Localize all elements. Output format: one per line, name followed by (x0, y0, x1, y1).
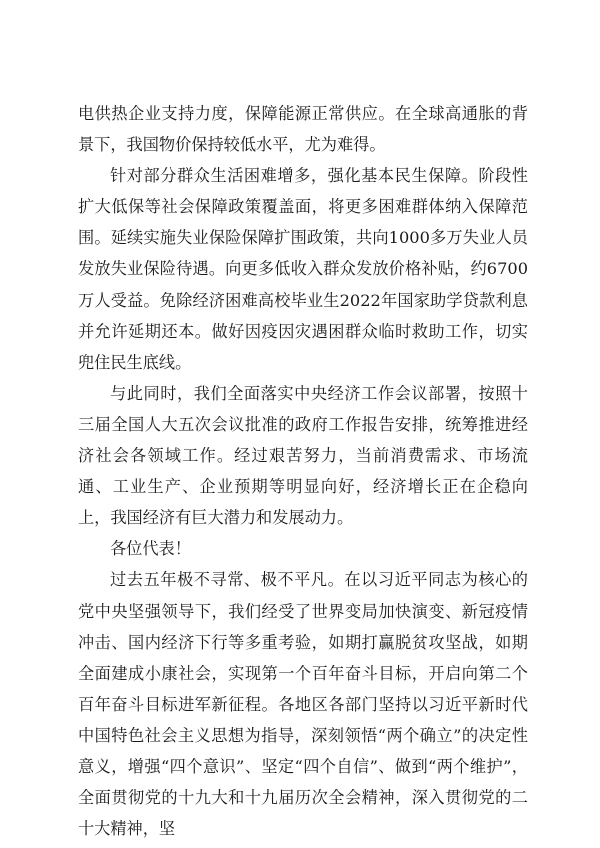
body-text (78, 98, 528, 844)
paragraph-past-five-years: 过去五年极不寻常、极不平凡。在以习近平同志为核心的党中央坚强领导下，我们经受了世界变局加快演变、新冠疫情冲击、国内经济下行等多重考验，如期打赢脱贫攻坚战，如期全面建成小康社会，实现第一个百年奋斗目标，开启向第二个百年奋斗目标进军新征程。各地区各部门坚持以习近平新时代中国特色社会主义思想为指导，深刻领悟“两个确立”的决定性意义，增强“四个意识”、坚定“四个自信”、做到“两个维护”，全面贯彻党的十九大和十九届历次全会精神，深入贯彻党的二十大精神，坚 (78, 570, 528, 839)
paragraph-energy-supply: 电供热企业支持力度，保障能源正常供应。在全球高通胀的背景下，我国物价保持较低水平，尤为难得。 (78, 104, 528, 155)
paragraph-economic-work: 与此同时，我们全面落实中央经济工作会议部署，按照十三届全国人大五次会议批准的政府工作报告安排，统筹推进经济社会各领域工作。经过艰苦努力，当前消费需求、市场流通、工业生产、企业预期等明显向好，经济增长正在企稳向上，我国经济有巨大潜力和发展动力。 (78, 383, 528, 528)
paragraph-address-deputies: 各位代表！ (110, 539, 191, 559)
paragraph-livelihood-protection: 针对部分群众生活困难增多，强化基本民生保障。阶段性扩大低保等社会保障政策覆盖面，将更多困难群体纳入保障范围。延续实施失业保险保障扩围政策，共向1000多万失业人员发放失业保险待遇。向更多低收入群众发放价格补贴，约6700万人受益。免除经济困难高校毕业生2022年国家助学贷款利息并允许延期还本。做好因疫因灾遇困群众临时救助工作，切实兜住民生底线。 (78, 166, 528, 372)
